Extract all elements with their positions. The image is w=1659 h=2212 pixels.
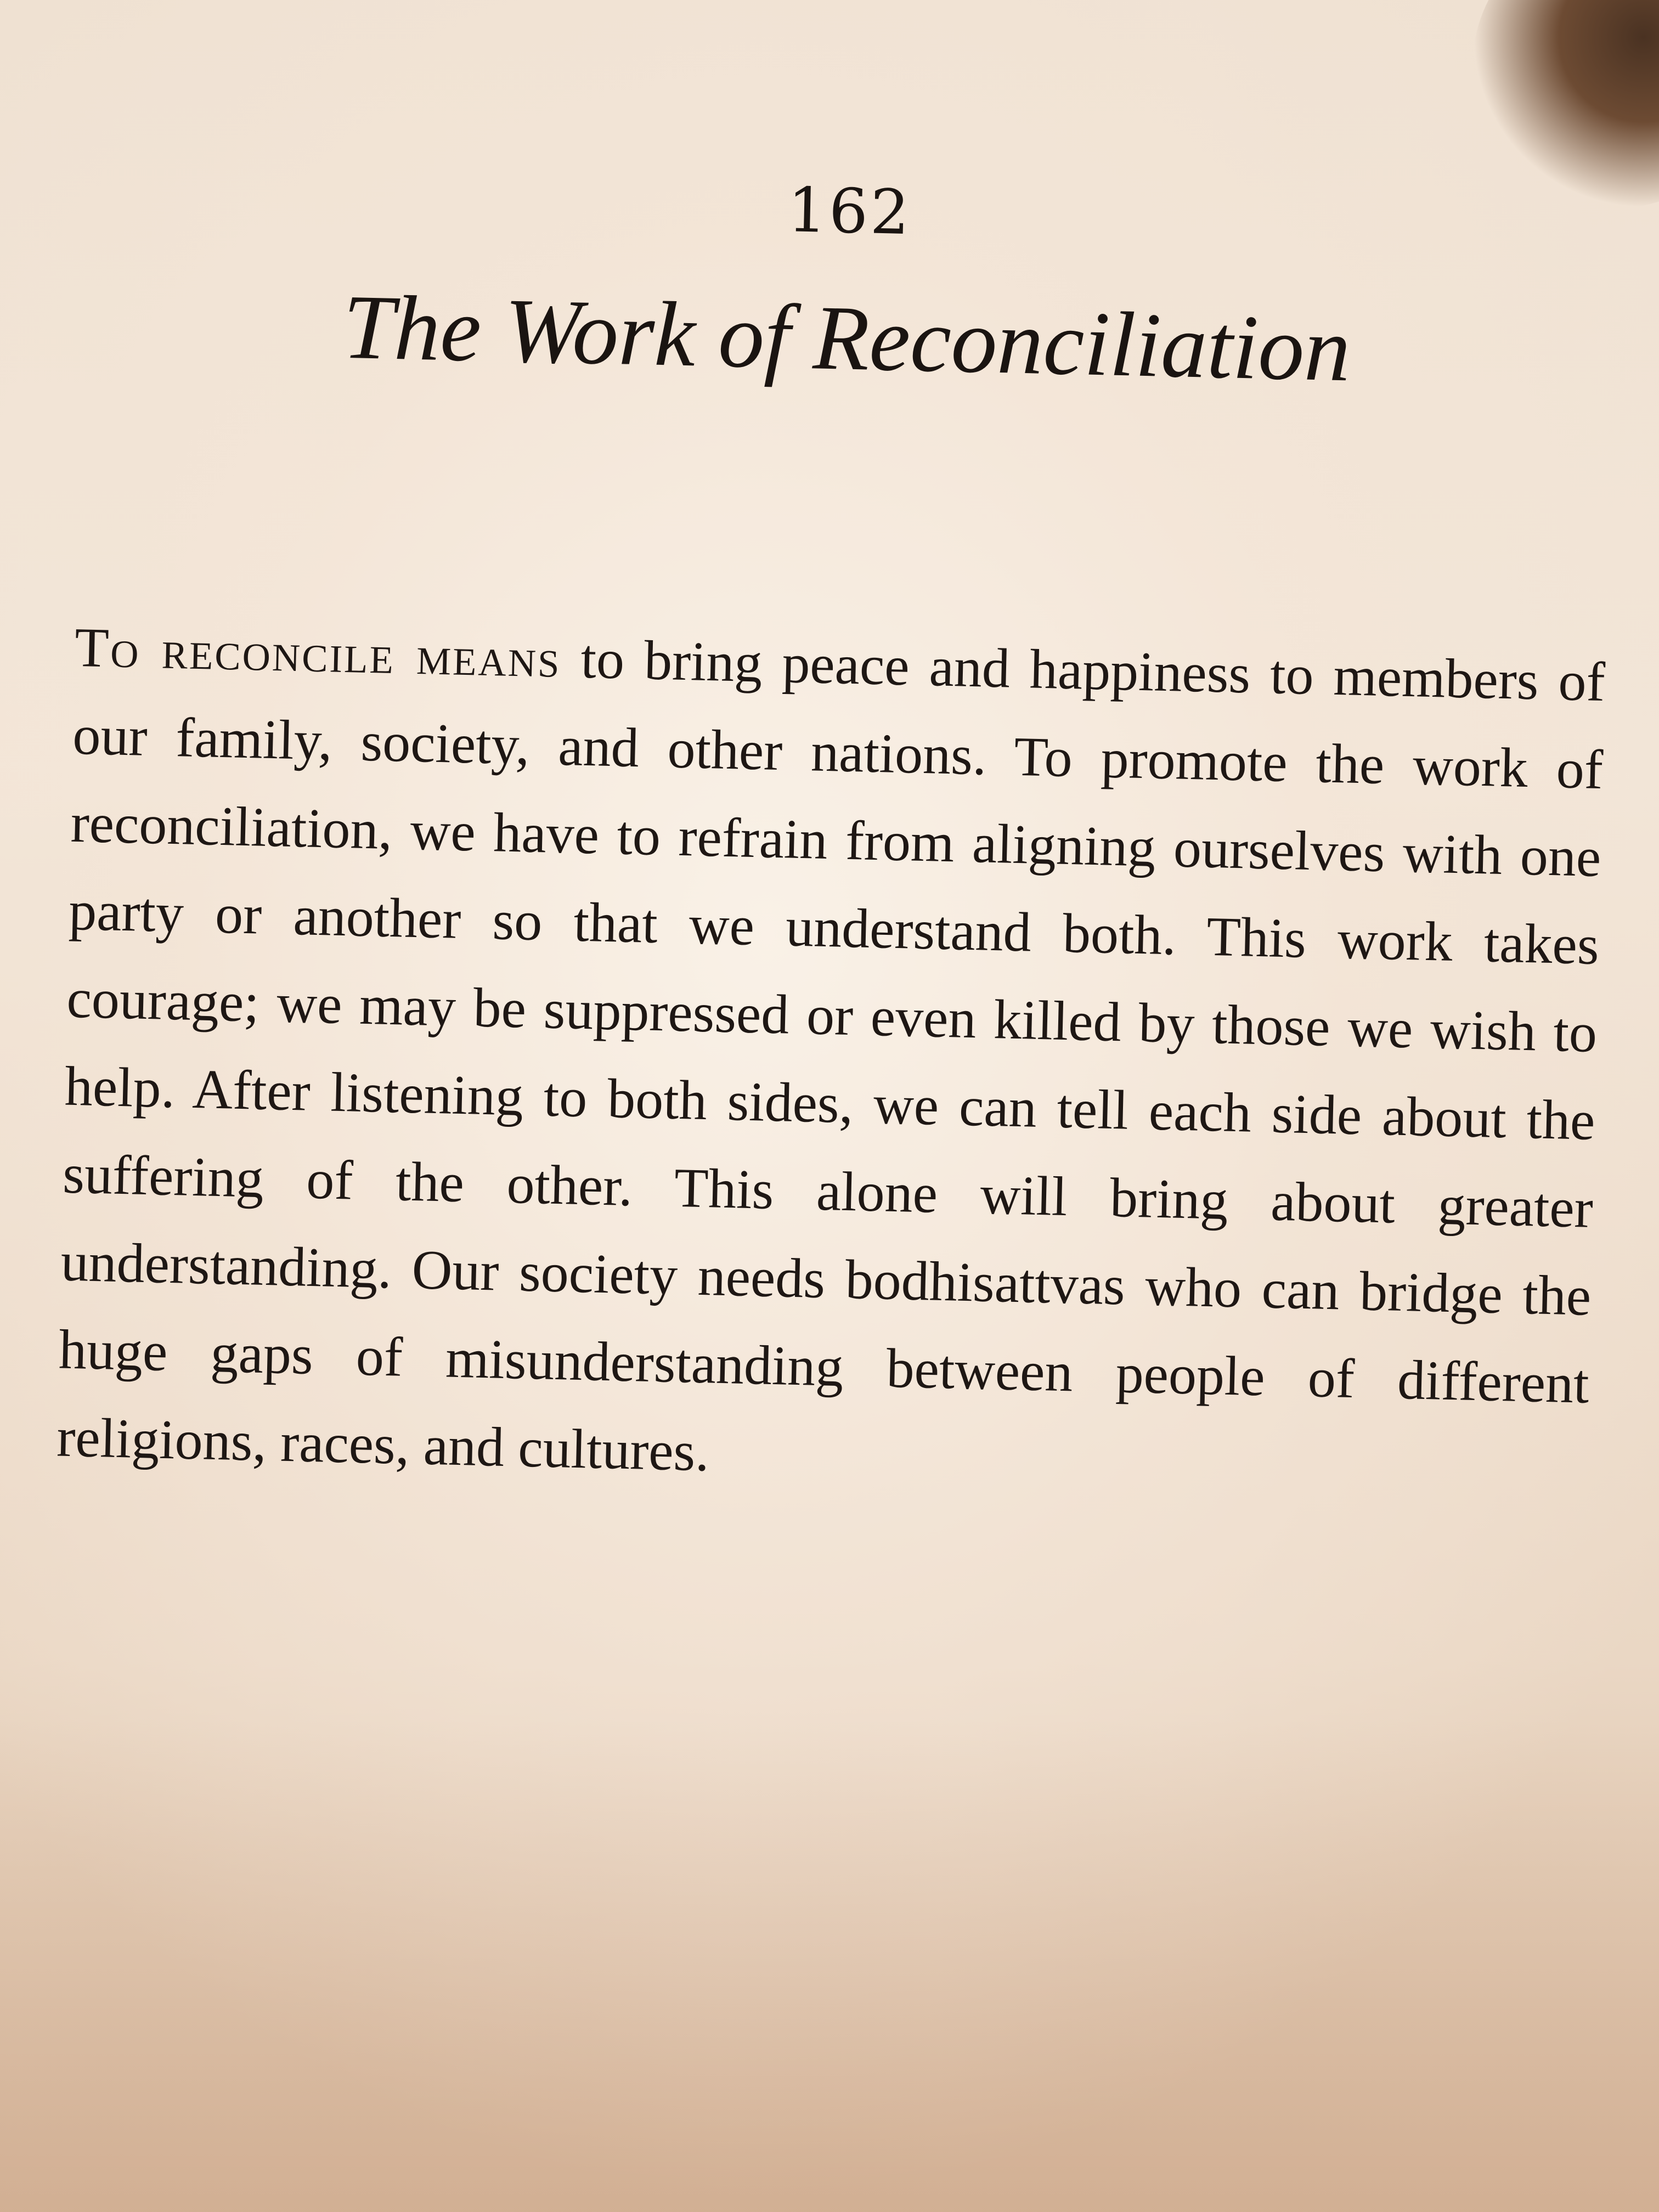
body-lead-in: To reconcile means [74, 616, 562, 690]
body-text: to bring peace and happiness to members of our family, society, and other nations. To promote the work of reconciliation, we have to refrain from aligning ourselves with one party or another so that we understand both. This work takes courage; we may be suppressed or even killed by those we wish to help. After listening to both sides, we can tell each side about the suffering of the other. This alone will bring about greater understanding. Our society needs bodhisattvas who can bridge the huge gaps of misunderstanding between people of different religions, races, and cultures. [56, 627, 1606, 1483]
body-paragraph [56, 604, 1606, 1516]
chapter-title: The Work of Reconciliation [342, 275, 1352, 401]
page-number: 162 [787, 174, 912, 249]
